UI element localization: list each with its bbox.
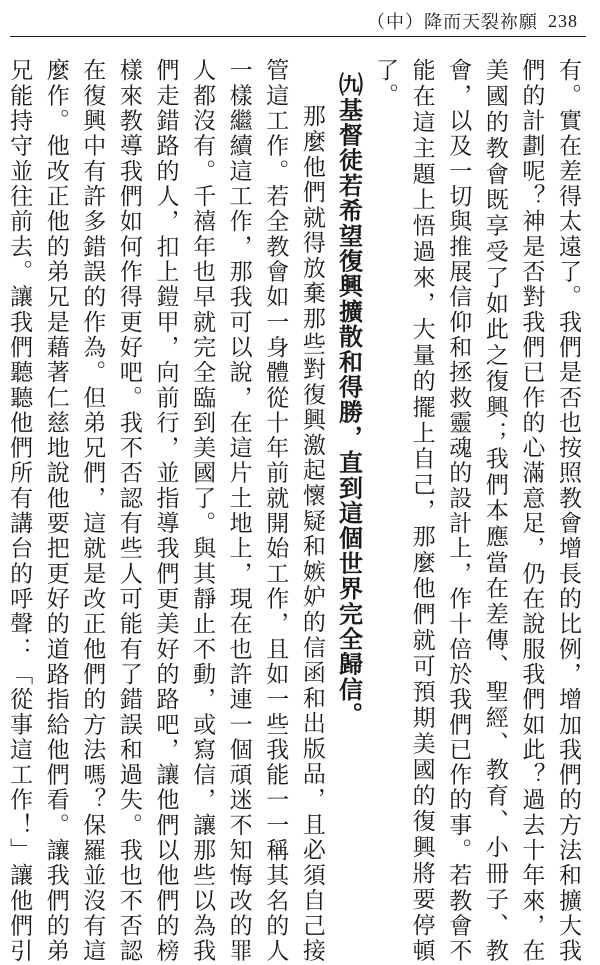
section-heading: ㈨基督徒若希望復興擴散和得勝，直到這個世界完全歸信。 bbox=[334, 72, 363, 728]
paragraph: 有。實在差得太遠了。我們是否也按照教會增長的比例，增加我們的方法和擴大我們的計劃呢？神是否對我們已作的心滿意足，仍在說服我們如此？過去十年來，在美國的教會既享受了如此之復興；我們本應當在差傳、聖經、教育、小冊子、教會，以及一切與推展信仰和拯救靈魂的設計上，作十倍於我們已作的事。若教會不能在這主題上悟過來，大量的擺上自己，那麼他們就可預期美國的復興將要停頓了。 bbox=[372, 58, 581, 963]
body-text bbox=[0, 58, 586, 963]
page-number: 238 bbox=[548, 10, 578, 31]
paragraph: 那麼他們就得放棄那些對復興激起懷疑和嫉妒的信函和出版品，且必須自己接管這工作。若全教會如一身體從十年前就開始工作，且如一些我能一一稱其名的人一樣繼續這工作，那我可以說，在這片土地上，現在也許連一個頑迷不知悔改的罪人都沒有。千禧年也早就完全臨到美國了。與其靜止不動，或寫信，讓那些以為我們走錯路的人，扣上鎧甲，向前行，並指導我們更美好的路吧，讓他們以他們的榜樣來教導我們如何作得更好吧。我不否認有些人可能有了錯誤和過失。我也不否認在復興中有許多錯誤的作為。但弟兄們，這就是改正他們的方法嗎？保羅並沒有這麼作。他改正他的弟兄是藉著仁慈地說他要把更好的道路指給他們看。讓我們的弟兄能持守並往前去。讓我們聽聽他們所有講台的呼聲：「從事這工作！」讓他們引 bbox=[6, 58, 325, 963]
page-header bbox=[367, 8, 578, 34]
chapter-title: （中）降而天裂祢願 bbox=[367, 12, 538, 33]
header-rule bbox=[10, 36, 586, 37]
